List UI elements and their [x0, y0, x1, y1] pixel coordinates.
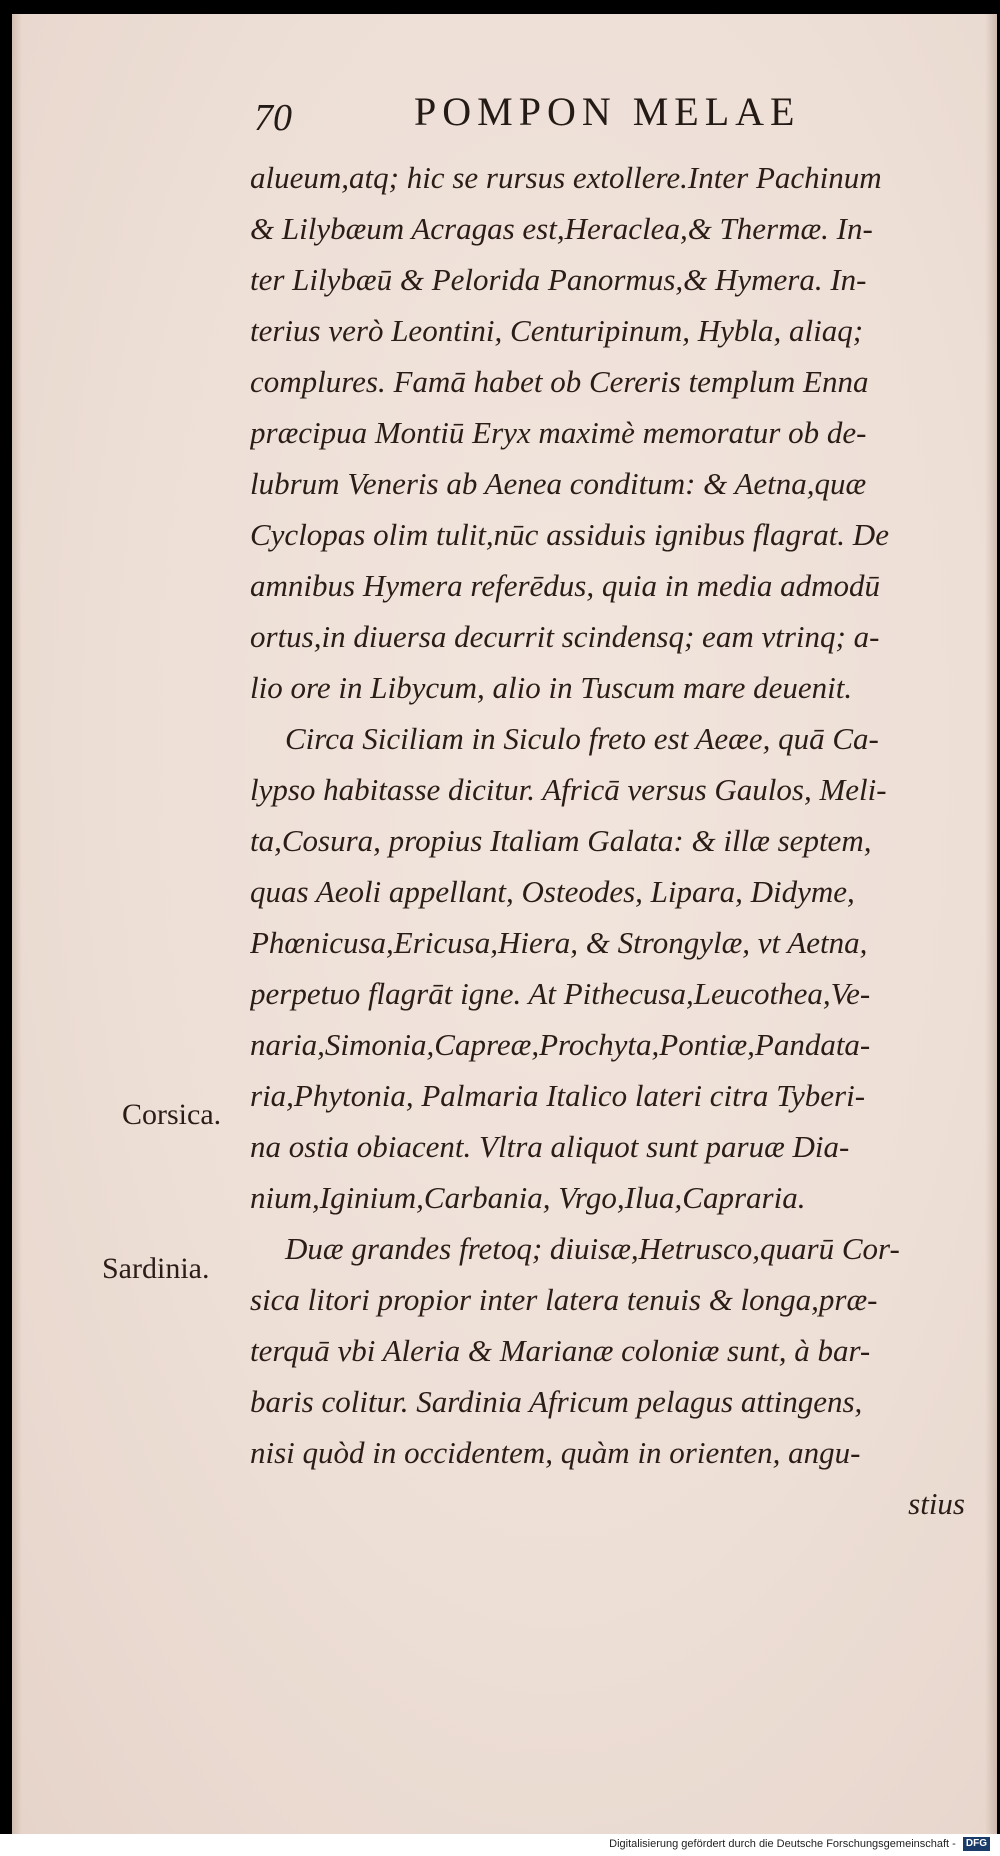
text-line: ria,Phytonia, Palmaria Italico lateri citra Tyberi-: [250, 1078, 866, 1113]
marginal-note-sardinia: Sardinia.: [102, 1252, 210, 1285]
text-line: Phœnicusa,Ericusa,Hiera, & Strongylæ, vt Aetna,: [250, 925, 868, 960]
text-line: na ostia obiacent. Vltra aliquot sunt paruæ Dia-: [250, 1129, 850, 1164]
text-line: ter Lilybæū & Pelorida Panormus,& Hymera. In-: [250, 262, 867, 297]
footer-credit-text: Digitalisierung gefördert durch die Deutsche Forschungsgemeinschaft -: [609, 1837, 956, 1850]
text-line: nium,Iginium,Carbania, Vrgo,Ilua,Capraria.: [250, 1180, 806, 1215]
text-line: complures. Famā habet ob Cereris templum Enna: [250, 364, 869, 399]
page-shadow-left: [12, 14, 22, 1834]
text-line: ortus,in diuersa decurrit scindensq; eam vtrinq; a-: [250, 619, 880, 654]
marginal-note-corsica: Corsica.: [122, 1098, 222, 1131]
footer-credit: [609, 1837, 990, 1851]
text-line: lypso habitasse dicitur. Africā versus Gaulos, Meli-: [250, 772, 887, 807]
digitization-footer: [0, 1834, 1000, 1856]
text-line: alueum,atq; hic se rursus extollere.Inter Pachinum: [250, 160, 882, 195]
text-line: Duæ grandes fretoq; diuisæ,Hetrusco,quarū Cor-: [285, 1231, 900, 1266]
text-line: terquā vbi Aleria & Marianæ coloniæ sunt, à bar-: [250, 1333, 871, 1368]
text-line: præcipua Montiū Eryx maximè memoratur ob de-: [250, 415, 867, 450]
text-line: naria,Simonia,Capreæ,Prochyta,Pontiæ,Pandata-: [250, 1027, 871, 1062]
running-title: POMPON MELAE: [414, 89, 801, 134]
text-line: Cyclopas olim tulit,nūc assiduis ignibus flagrat. De: [250, 517, 889, 552]
catchword: stius: [908, 1486, 965, 1521]
text-line: amnibus Hymera referēdus, quia in media admodū: [250, 568, 880, 603]
running-head: [244, 88, 884, 148]
body-text: [250, 152, 990, 1529]
dfg-logo: DFG: [963, 1837, 990, 1851]
text-line: ta,Cosura, propius Italiam Galata: & illæ septem,: [250, 823, 872, 858]
book-page: [12, 14, 997, 1834]
text-line: perpetuo flagrāt igne. At Pithecusa,Leucothea,Ve-: [250, 976, 871, 1011]
text-line: Circa Siciliam in Siculo freto est Aeæe, quā Ca-: [285, 721, 879, 756]
text-line: quas Aeoli appellant, Osteodes, Lipara, Didyme,: [250, 874, 855, 909]
text-line: & Lilybæum Acragas est,Heraclea,& Thermæ. In-: [250, 211, 873, 246]
text-line: baris colitur. Sardinia Africum pelagus attingens,: [250, 1384, 863, 1419]
page-number: 70: [254, 97, 292, 139]
text-line: lubrum Veneris ab Aenea conditum: & Aetna,quæ: [250, 466, 867, 501]
text-line: nisi quòd in occidentem, quàm in orienten, angu-: [250, 1435, 861, 1470]
text-line: lio ore in Libycum, alio in Tuscum mare deuenit.: [250, 670, 853, 705]
text-line: sica litori propior inter latera tenuis & longa,præ-: [250, 1282, 878, 1317]
text-line: terius verò Leontini, Centuripinum, Hybla, aliaq;: [250, 313, 864, 348]
